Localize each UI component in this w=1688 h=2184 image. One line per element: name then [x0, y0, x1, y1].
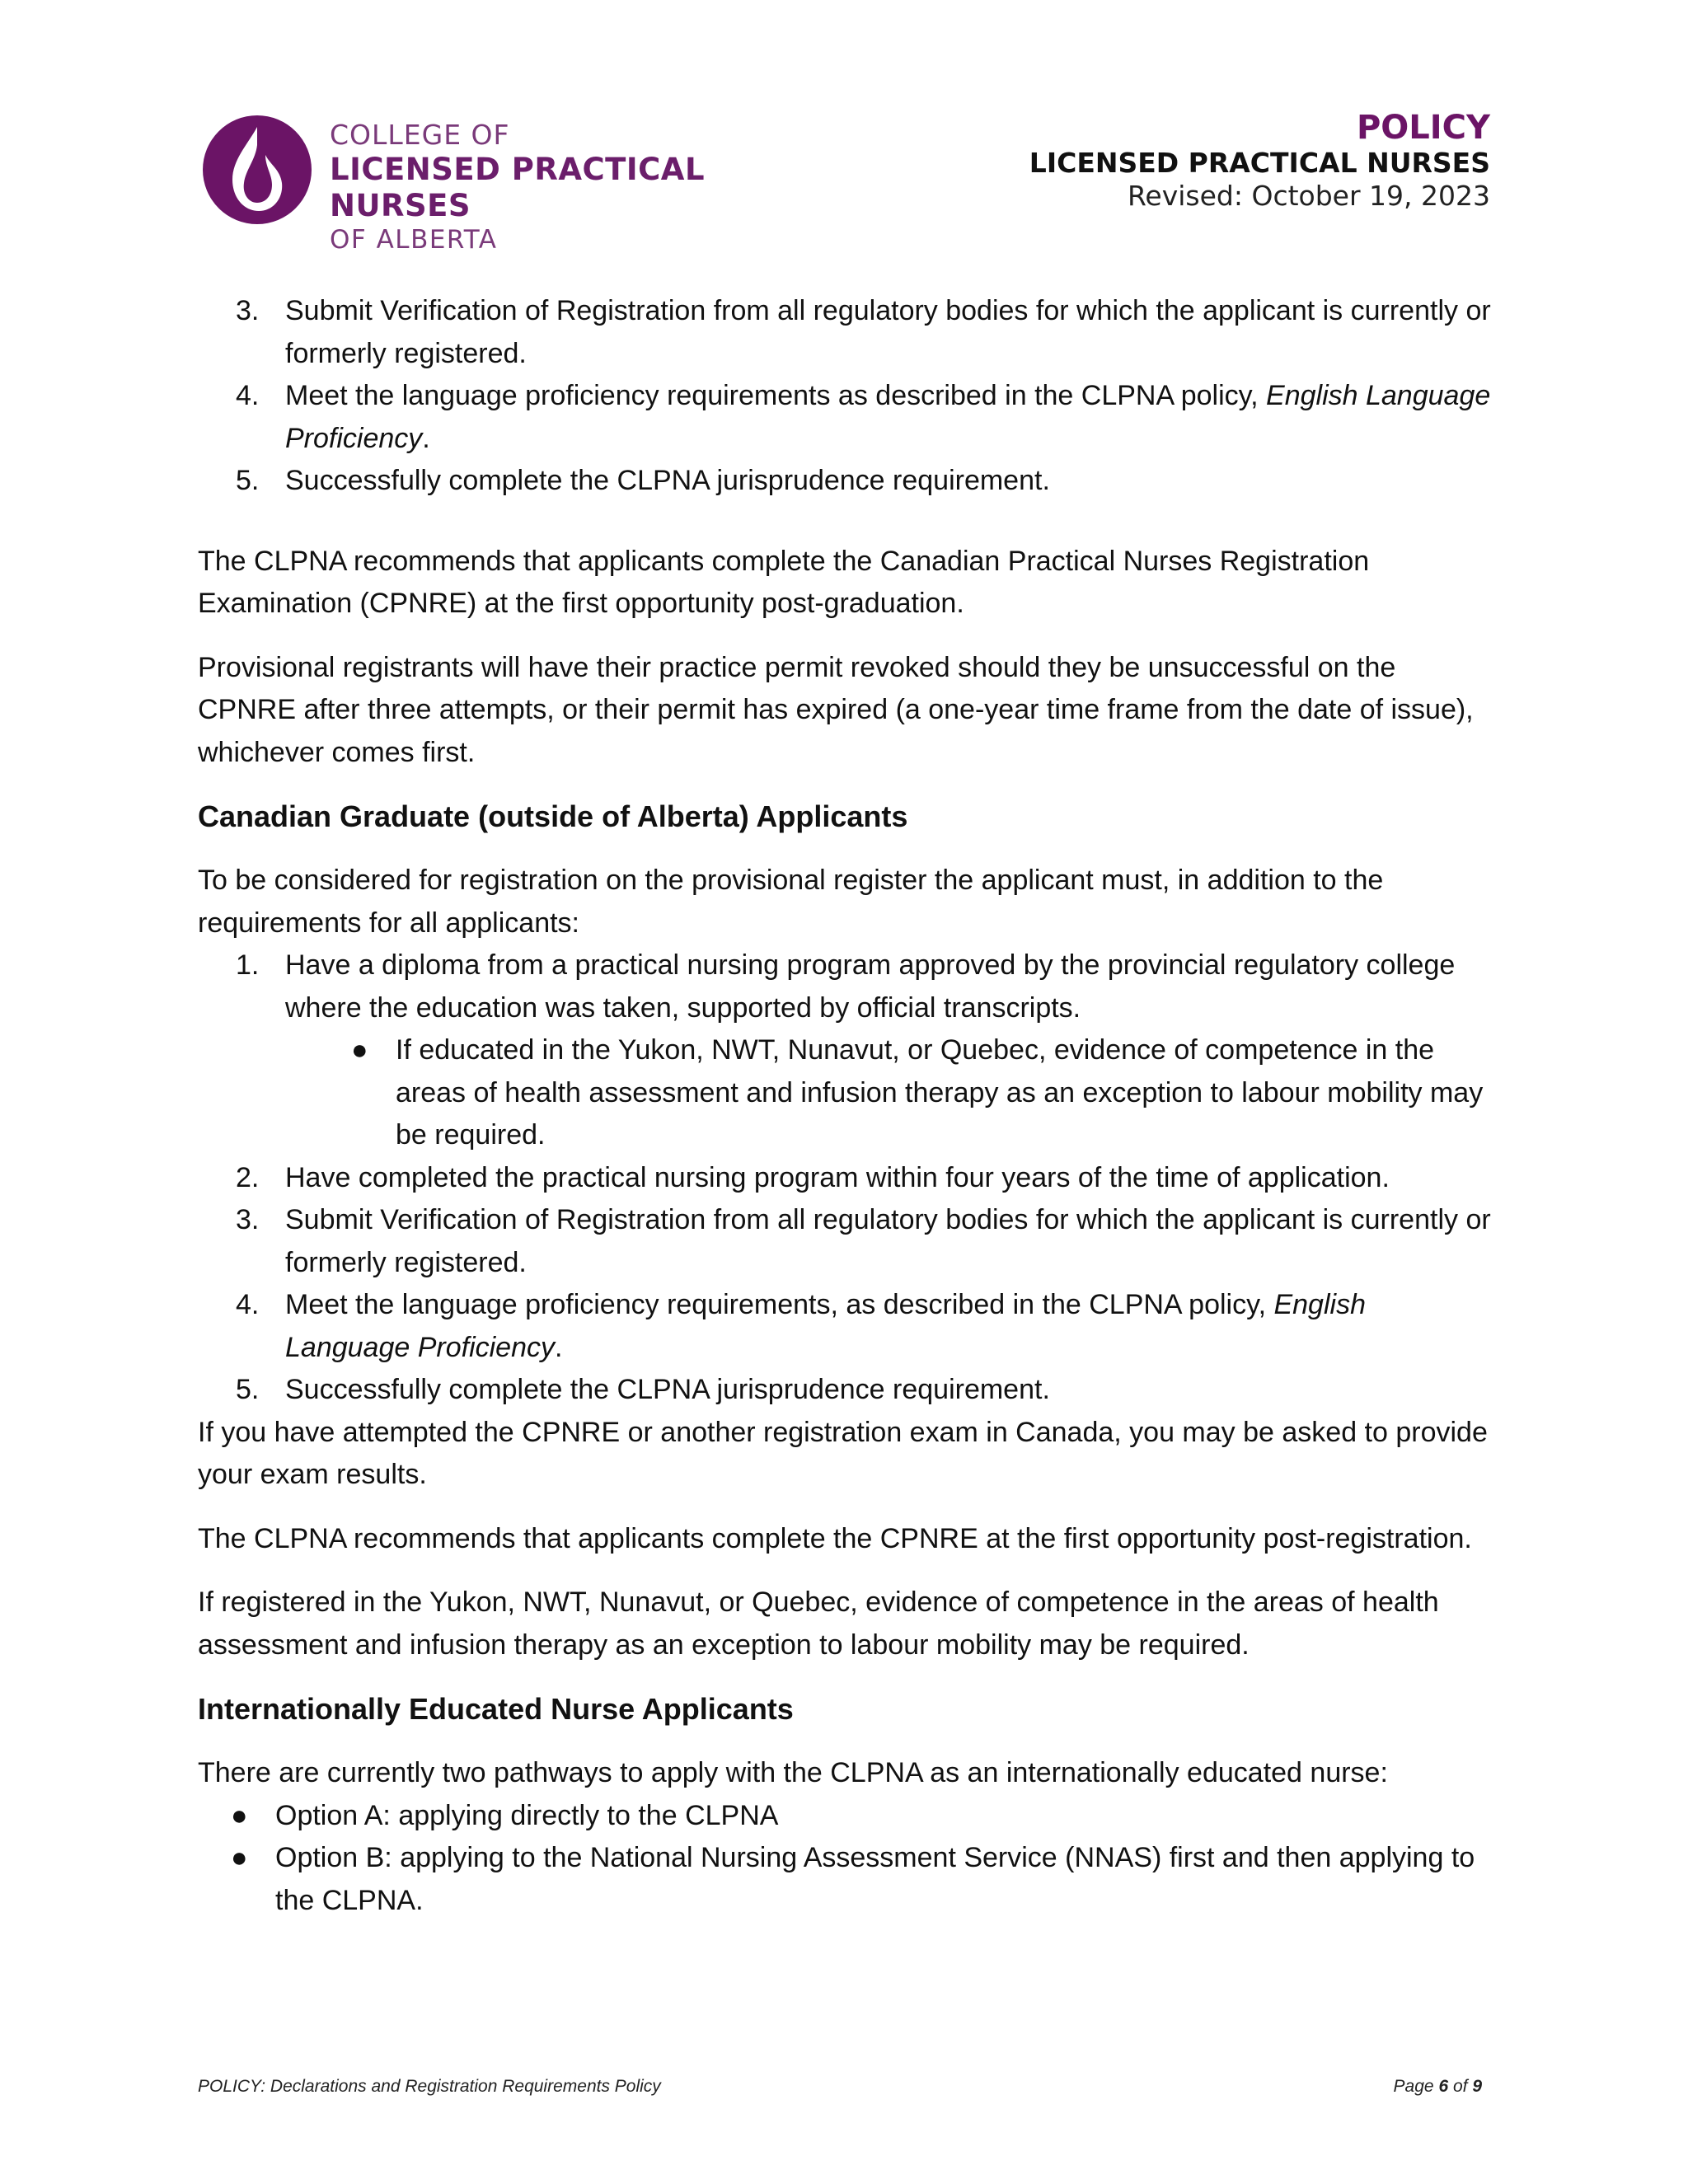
- footer-policy-title: POLICY: Declarations and Registration Requirements Policy: [198, 2077, 661, 2096]
- list-item: 5. Successfully complete the CLPNA jurisprudence requirement.: [236, 1374, 1050, 1405]
- bullet-icon: ●: [351, 1034, 368, 1066]
- paragraph-permit-revoked: Provisional registrants will have their practice permit revoked should they be unsuccessful on the CPNRE after three attempts, or their permit has expired (a one-year time frame from the date of issue), whichever comes first.: [198, 651, 1474, 768]
- section-heading-canadian: Canadian Graduate (outside of Alberta) Applicants: [198, 799, 908, 833]
- footer-page-number: Page 6 of 9: [1393, 2077, 1482, 2096]
- doc-type-label: POLICY: [1356, 109, 1490, 147]
- bullet-icon: ●: [231, 1799, 248, 1831]
- policy-reference: English Language Proficiency: [285, 380, 1491, 454]
- bullet-icon: ●: [231, 1842, 248, 1873]
- paragraph-international-intro: There are currently two pathways to apply with the CLPNA as an internationally educated nurse:: [198, 1757, 1388, 1788]
- list-item: 3. Submit Verification of Registration from all regulatory bodies for which the applicant is currently or formerly registered.: [236, 295, 1491, 369]
- paragraph-exam-results: If you have attempted the CPNRE or another registration exam in Canada, you may be asked to provide your exam results.: [198, 1416, 1488, 1490]
- paragraph-cpnre-post-registration: The CLPNA recommends that applicants complete the CPNRE at the first opportunity post-registration.: [198, 1522, 1472, 1554]
- list-item: 4. Meet the language proficiency requirements, as described in the CLPNA policy, English Language Proficiency.: [236, 1289, 1366, 1363]
- paragraph-canadian-intro: To be considered for registration on the provisional register the applicant must, in addition to the requirements for all applicants:: [198, 865, 1384, 939]
- policy-reference: English Language Proficiency: [285, 1289, 1366, 1363]
- logo-line-college: COLLEGE OF: [330, 119, 510, 151]
- logo-line-alberta: OF ALBERTA: [330, 225, 498, 255]
- document-body: [198, 290, 1492, 1922]
- canadian-requirements-list: [198, 944, 1492, 1412]
- clpna-logo: [199, 112, 760, 255]
- sub-bullet-item: ● If educated in the Yukon, NWT, Nunavut, or Quebec, evidence of competence in the areas of health assessment and infusion therapy as an exception to labour mobility may be required.: [198, 1029, 1492, 1157]
- flame-drop-logo-icon: [199, 112, 315, 227]
- pathway-options-list: [198, 1795, 1492, 1923]
- continued-requirements-list: [198, 290, 1492, 503]
- list-item: 3. Submit Verification of Registration from all regulatory bodies for which the applicant is currently or formerly registered.: [236, 1204, 1491, 1278]
- profession-label: LICENSED PRACTICAL NURSES: [1029, 147, 1490, 179]
- list-item: 2. Have completed the practical nursing program within four years of the time of application.: [236, 1161, 1390, 1193]
- paragraph-cpnre-recommendation: The CLPNA recommends that applicants complete the Canadian Practical Nurses Registration Examination (CPNRE) at the first opportunity post-graduation.: [198, 545, 1370, 619]
- logo-line-lpn: LICENSED PRACTICAL NURSES: [330, 152, 706, 223]
- list-item: 5. Successfully complete the CLPNA jurisprudence requirement.: [236, 465, 1050, 496]
- revised-date: Revised: October 19, 2023: [1127, 180, 1490, 212]
- list-item: ● Option A: applying directly to the CLPNA: [198, 1795, 1492, 1838]
- section-heading-international: Internationally Educated Nurse Applicants: [198, 1692, 794, 1726]
- paragraph-territories-competence: If registered in the Yukon, NWT, Nunavut, or Quebec, evidence of competence in the areas of health assessment and infusion therapy as an exception to labour mobility may be required.: [198, 1586, 1439, 1661]
- list-item: 1. Have a diploma from a practical nursing program approved by the provincial regulatory college where the education was taken, supported by official transcripts.: [236, 949, 1456, 1024]
- list-item: 4. Meet the language proficiency requirements as described in the CLPNA policy, English Language Proficiency.: [236, 380, 1491, 454]
- document-header: [1029, 109, 1490, 213]
- list-item: ● Option B: applying to the National Nursing Assessment Service (NNAS) first and then applying to the CLPNA.: [198, 1837, 1492, 1922]
